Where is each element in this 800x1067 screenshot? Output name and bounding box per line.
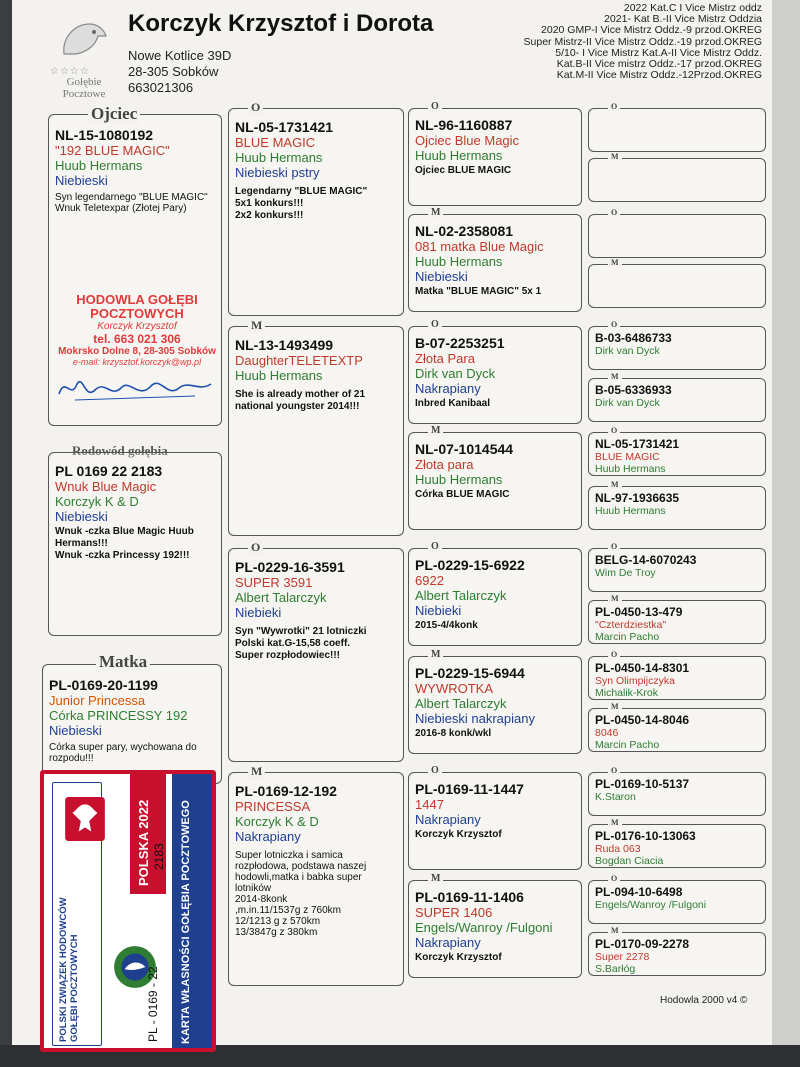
gen4-breeder: Marcin Pacho <box>595 631 660 643</box>
gen4-name: BLUE MAGIC <box>595 451 660 463</box>
gen4-breeder: Huub Hermans <box>595 463 666 475</box>
father-name: "192 BLUE MAGIC" <box>55 143 170 158</box>
great-grandparent-box-1 <box>588 108 766 152</box>
gen4-ring: PL-0169-10-5137 <box>595 777 690 791</box>
gen3-desc: Ojciec BLUE MAGIC <box>415 165 512 176</box>
gen3-color: Nakrapiany <box>415 381 481 396</box>
father-ring: NL-15-1080192 <box>55 127 154 143</box>
gen4-ring: PL-0450-13-479 <box>595 605 683 619</box>
gen2-tag-m: M <box>248 764 265 779</box>
gen3-breeder: Engels/Wanroy /Fulgoni <box>415 920 553 935</box>
gen4-breeder: Michalik-Krok <box>595 687 659 699</box>
gen4-tag-o: O <box>608 542 620 551</box>
grandparent-box-8 <box>408 880 582 978</box>
gen2-color: Niebieski pstry <box>235 165 320 180</box>
gen3-tag-m: M <box>428 649 443 660</box>
great-grandparent-box-11 <box>588 656 766 700</box>
gen2-ring: PL-0229-16-3591 <box>235 559 345 575</box>
great-grandparent-box-12 <box>588 708 766 752</box>
gen3-name: SUPER 1406 <box>415 905 493 920</box>
gen3-color: Niebieski nakrapiany <box>415 711 535 726</box>
gen2-desc: She is already mother of 21 national youngster 2014!!! <box>235 389 366 412</box>
gen3-ring: PL-0229-15-6922 <box>415 557 525 573</box>
gen4-ring: PL-0170-09-2278 <box>595 937 690 951</box>
gen2-breeder: Huub Hermans <box>235 150 323 165</box>
gen3-tag-o: O <box>428 101 442 112</box>
rodowod-label: Rodowód gołębia <box>72 443 168 458</box>
sire-dam-box-4 <box>228 772 404 986</box>
subject-desc: Wnuk -czka Blue Magic Huub Hermans!!! Wnuk -czka Princessy 192!!! <box>55 526 194 561</box>
gen4-breeder: Bogdan Ciacia <box>595 855 664 867</box>
gen4-ring: PL-0450-14-8301 <box>595 661 690 675</box>
gen3-breeder: Huub Hermans <box>415 254 503 269</box>
gen2-desc: Super lotniczka i samica rozpłodowa, podstawa naszej hodowli,matka i babka super lotników 2014-8konk ,m.in.11/1537g z 760km 12/1213 g z 570km 13/3847g z 380km <box>235 850 367 938</box>
sire-dam-box-3 <box>228 548 404 762</box>
subject-breeder: Korczyk K & D <box>55 494 139 509</box>
card-stripe-right <box>172 774 212 1048</box>
gen4-ring: B-03-6486733 <box>595 331 672 345</box>
great-grandparent-box-7 <box>588 432 766 476</box>
gen3-breeder: Huub Hermans <box>415 472 503 487</box>
subject-box <box>48 452 222 636</box>
great-grandparent-box-15 <box>588 880 766 924</box>
gen4-tag-m: M <box>608 702 622 711</box>
gen3-breeder: Dirk van Dyck <box>415 366 496 381</box>
gen4-tag-o: O <box>608 650 620 659</box>
gen4-tag-m: M <box>608 594 622 603</box>
signature <box>55 370 215 406</box>
gen3-ring: NL-96-1160887 <box>415 117 513 133</box>
gen4-tag-m: M <box>608 152 622 161</box>
gen3-ring: PL-0169-11-1447 <box>415 781 524 797</box>
great-grandparent-box-8 <box>588 486 766 530</box>
great-grandparent-box-9 <box>588 548 766 592</box>
ownership-card <box>40 770 216 1052</box>
gen4-tag-m: M <box>608 926 622 935</box>
breeder-stamp: HODOWLA GOŁĘBI POCZTOWYCH Korczyk Krzysztof tel. 663 021 306 Mokrsko Dolne 8, 28-305 Sobków e-mail: krzysztof.korczyk@wp.pl <box>58 292 216 367</box>
mother-box <box>42 664 222 784</box>
great-grandparent-box-14 <box>588 824 766 868</box>
card-country: POLSKA 2022 <box>136 799 151 886</box>
father-desc: Syn legendarnego "BLUE MAGIC" Wnuk Teletexpar (Złotej Pary) <box>55 192 208 214</box>
gen4-tag-o: O <box>608 766 620 775</box>
gen4-breeder: S.Barłóg <box>595 963 636 975</box>
father-color: Niebieski <box>55 173 108 188</box>
gen3-color: Niebieki <box>415 603 462 618</box>
gen2-name: PRINCESSA <box>235 799 311 814</box>
gen3-name: 6922 <box>415 573 444 588</box>
gen3-desc: 2015-4/4konk <box>415 620 478 631</box>
gen3-breeder: Albert Talarczyk <box>415 588 507 603</box>
mother-name: Junior Princessa <box>49 693 146 708</box>
card-ring: PL - 0169 - 22 <box>146 966 160 1042</box>
gen4-ring: BELG-14-6070243 <box>595 553 697 567</box>
grandparent-box-7 <box>408 772 582 870</box>
grandparent-box-2 <box>408 214 582 312</box>
gen3-desc: Matka "BLUE MAGIC" 5x 1 <box>415 286 542 297</box>
ojciec-label: Ojciec <box>88 104 140 124</box>
gen3-name: Ojciec Blue Magic <box>415 133 520 148</box>
gen2-ring: NL-13-1493499 <box>235 337 334 353</box>
great-grandparent-box-13 <box>588 772 766 816</box>
gen4-tag-m: M <box>608 372 622 381</box>
great-grandparent-box-10 <box>588 600 766 644</box>
gen3-name: 1447 <box>415 797 444 812</box>
gen3-tag-o: O <box>428 765 442 776</box>
gen3-tag-m: M <box>428 207 443 218</box>
card-union: POLSKI ZWIĄZEK HODOWCÓW GOŁĘBI POCZTOWYCH <box>58 897 80 1042</box>
gen4-ring: NL-05-1731421 <box>595 437 680 451</box>
gen3-desc: Korczyk Krzysztof <box>415 952 502 963</box>
gen3-tag-m: M <box>428 425 443 436</box>
card-number: 2183 <box>152 843 166 870</box>
card-title: KARTA WŁASNOŚCI GOŁĘBIA POCZTOWEGO <box>180 800 192 1044</box>
subject-color: Niebieski <box>55 509 108 524</box>
gen3-tag-o: O <box>428 319 442 330</box>
eagle-emblem-icon <box>64 796 106 842</box>
gen4-ring: PL-0176-10-13063 <box>595 829 696 843</box>
grandparent-box-3 <box>408 326 582 424</box>
pigeon-head-icon <box>56 18 108 58</box>
gen4-tag-o: O <box>608 426 620 435</box>
gen3-name: Złota para <box>415 457 474 472</box>
grandparent-box-1 <box>408 108 582 206</box>
sire-dam-box-1 <box>228 108 404 316</box>
great-grandparent-box-6 <box>588 378 766 422</box>
gen4-breeder: K.Staron <box>595 791 636 803</box>
gen3-color: Nakrapiany <box>415 935 481 950</box>
breeder-name: Korczyk Krzysztof i Dorota <box>128 10 434 37</box>
mother-desc: Córka super pary, wychowana do rozpodu!!! <box>49 742 197 764</box>
mother-color: Niebieski <box>49 723 102 738</box>
gen2-name: DaughterTELETEXTP <box>235 353 363 368</box>
father-breeder: Huub Hermans <box>55 158 143 173</box>
gen4-name: Super 2278 <box>595 951 650 963</box>
gen4-name: "Czterdziestka" <box>595 619 667 631</box>
gen3-ring: B-07-2253251 <box>415 335 505 351</box>
gen2-breeder: Korczyk K & D <box>235 814 319 829</box>
gen4-breeder: Engels/Wanroy /Fulgoni <box>595 899 707 911</box>
gen4-name: Ruda 063 <box>595 843 641 855</box>
gen3-ring: NL-07-1014544 <box>415 441 514 457</box>
gen4-tag-o: O <box>608 320 620 329</box>
pigeon-logo <box>42 14 122 100</box>
gen3-tag-o: O <box>428 541 442 552</box>
gen3-ring: PL-0169-11-1406 <box>415 889 524 905</box>
binder-edge <box>772 0 800 1045</box>
logo-stars: ☆☆☆☆ <box>50 66 90 77</box>
subject-ring: PL 0169 22 2183 <box>55 463 163 479</box>
gen4-tag-m: M <box>608 258 622 267</box>
gen3-color: Niebieski <box>415 269 468 284</box>
matka-label: Matka <box>96 652 150 672</box>
grandparent-box-6 <box>408 656 582 754</box>
gen2-color: Nakrapiany <box>235 829 301 844</box>
gen3-ring: PL-0229-15-6944 <box>415 665 525 681</box>
gen3-desc: Inbred Kanibaal <box>415 398 491 409</box>
gen3-name: Złota Para <box>415 351 475 366</box>
gen4-breeder: Marcin Pacho <box>595 739 660 751</box>
mother-breeder: Córka PRINCESSY 192 <box>49 708 188 723</box>
gen2-tag-m: M <box>248 318 265 333</box>
gen4-breeder: Dirk van Dyck <box>595 345 660 357</box>
gen2-tag-o: O <box>248 100 263 115</box>
gen3-desc: Korczyk Krzysztof <box>415 829 502 840</box>
gen4-tag-o: O <box>608 208 620 217</box>
gen4-name: 8046 <box>595 727 619 739</box>
great-grandparent-box-4 <box>588 264 766 308</box>
gen4-breeder: Huub Hermans <box>595 505 666 517</box>
gen3-ring: NL-02-2358081 <box>415 223 514 239</box>
gen3-desc: 2016-8 konk/wkl <box>415 728 492 739</box>
gen4-ring: NL-97-1936635 <box>595 491 680 505</box>
logo-text: Gołębie Pocztowe <box>62 76 106 100</box>
subject-name: Wnuk Blue Magic <box>55 479 157 494</box>
gen4-ring: B-05-6336933 <box>595 383 672 397</box>
great-grandparent-box-16 <box>588 932 766 976</box>
awards-list: 2022 Kat.C I Vice Mistrz oddz 2021- Kat B.-II Vice Mistrz Oddzia 2020 GMP-I Vice Mistrz Oddz.-9 przod.OKREG Super Mistrz-II Vice Mistrz Oddz.-19 przod.OKREG 5/10- I Vice Mistrz Kat.A-II Vice Mistrz Oddz. Kat.B-II Vice mistrz Oddz.-17 przod.OKREG Kat.M-II Vice Mistrz Oddz.-12Przod.OKREG <box>523 2 762 82</box>
gen2-desc: Syn "Wywrotki" 21 lotniczki Polski kat.G-15,58 coeff. Super rozpłodowiec!!! <box>235 626 367 661</box>
sire-dam-box-2 <box>228 326 404 536</box>
gen3-color: Nakrapiany <box>415 812 481 827</box>
gen4-tag-o: O <box>608 102 620 111</box>
gen2-breeder: Albert Talarczyk <box>235 590 327 605</box>
gen2-tag-o: O <box>248 540 263 555</box>
grandparent-box-5 <box>408 548 582 646</box>
gen3-name: WYWROTKA <box>415 681 493 696</box>
gen2-color: Niebieki <box>235 605 282 620</box>
great-grandparent-box-2 <box>588 158 766 202</box>
gen4-tag-m: M <box>608 480 622 489</box>
gen2-ring: NL-05-1731421 <box>235 119 334 135</box>
gen2-name: BLUE MAGIC <box>235 135 316 150</box>
great-grandparent-box-3 <box>588 214 766 258</box>
gen2-ring: PL-0169-12-192 <box>235 783 337 799</box>
gen3-breeder: Albert Talarczyk <box>415 696 507 711</box>
gen2-name: SUPER 3591 <box>235 575 313 590</box>
gen4-breeder: Dirk van Dyck <box>595 397 660 409</box>
gen4-name: Syn Olimpijczyka <box>595 675 675 687</box>
breeder-address: Nowe Kotlice 39D 28-305 Sobków 663021306 <box>128 48 232 95</box>
gen2-breeder: Huub Hermans <box>235 368 323 383</box>
gen3-breeder: Huub Hermans <box>415 148 503 163</box>
gen4-ring: PL-094-10-6498 <box>595 885 683 899</box>
gen4-ring: PL-0450-14-8046 <box>595 713 690 727</box>
gen2-desc: Legendarny "BLUE MAGIC" 5x1 konkurs!!! 2x2 konkurs!!! <box>235 186 368 221</box>
gen4-tag-o: O <box>608 874 620 883</box>
gen3-name: 081 matka Blue Magic <box>415 239 544 254</box>
software-footer: Hodowla 2000 v4 © <box>660 995 748 1006</box>
gen3-tag-m: M <box>428 873 443 884</box>
great-grandparent-box-5 <box>588 326 766 370</box>
gen4-tag-m: M <box>608 818 622 827</box>
grandparent-box-4 <box>408 432 582 530</box>
mother-ring: PL-0169-20-1199 <box>49 677 158 693</box>
gen3-desc: Córka BLUE MAGIC <box>415 489 510 500</box>
gen4-breeder: Wim De Troy <box>595 567 656 579</box>
